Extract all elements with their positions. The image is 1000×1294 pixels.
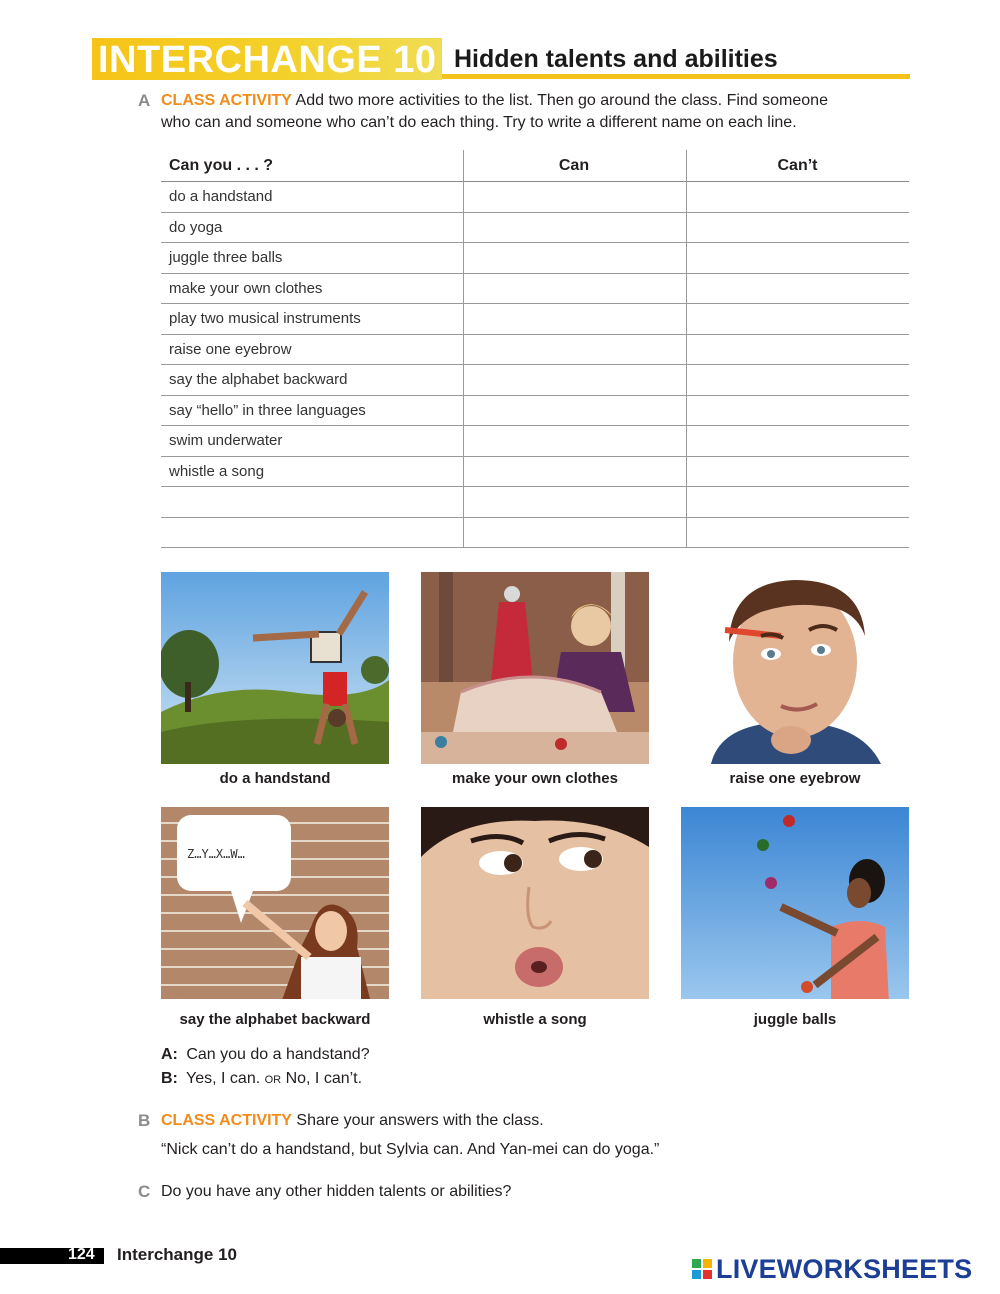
table-row <box>161 213 909 244</box>
can-answer-cell[interactable] <box>463 487 685 517</box>
table-divider-2 <box>686 150 687 548</box>
sewing-photo <box>421 572 649 764</box>
can-answer-cell[interactable] <box>463 426 685 456</box>
cant-answer-cell[interactable] <box>686 182 909 212</box>
caption-juggle: juggle balls <box>753 1011 837 1028</box>
activity-cell: make your own clothes <box>169 279 323 297</box>
dialogue-b-text-2: No, I can’t. <box>285 1070 363 1087</box>
activity-cell: juggle three balls <box>169 249 283 266</box>
section-b-letter: B <box>138 1111 151 1130</box>
cant-answer-cell[interactable] <box>686 365 909 395</box>
can-answer-cell[interactable] <box>463 518 685 548</box>
section-b-quote: “Nick can’t do a handstand, but Sylvia can. And Yan-mei can do yoga.” <box>161 1141 660 1158</box>
activity-cell: raise one eyebrow <box>169 340 292 358</box>
activity-cell: say “hello” in three languages <box>169 401 366 419</box>
cant-answer-cell[interactable] <box>686 243 909 273</box>
can-answer-cell[interactable] <box>463 213 685 243</box>
caption-handstand: do a handstand <box>219 770 331 787</box>
can-answer-cell[interactable] <box>463 365 685 395</box>
section-a-line2: who can and someone who can’t do each thing. Try to write a different name on each line. <box>161 114 797 131</box>
logo-text: LIVEWORKSHEETS <box>716 1254 973 1284</box>
page-number: 124 <box>68 1246 95 1263</box>
whistle-photo <box>421 807 649 999</box>
caption-alphabet: say the alphabet backward <box>179 1011 371 1028</box>
section-a-letter: A <box>138 91 151 110</box>
cant-answer-cell[interactable] <box>686 457 909 487</box>
activity-cell: do a handstand <box>169 188 273 205</box>
can-answer-cell[interactable] <box>463 335 685 365</box>
activity-table <box>161 150 909 548</box>
can-answer-cell[interactable] <box>463 457 685 487</box>
section-b-instructions <box>161 1110 921 1132</box>
dialogue-line-b <box>161 1067 362 1092</box>
can-answer-cell[interactable] <box>463 304 685 334</box>
can-answer-cell[interactable] <box>463 274 685 304</box>
table-row <box>161 304 909 335</box>
activity-cell[interactable] <box>169 518 459 548</box>
table-row <box>161 396 909 427</box>
eyebrow-photo <box>681 572 909 764</box>
activity-cell: play two musical instruments <box>169 310 361 327</box>
dialogue-b-label: B: <box>161 1070 178 1087</box>
dialogue-line-a <box>161 1043 370 1067</box>
activity-cell: do yoga <box>169 218 223 236</box>
liveworksheets-logo[interactable] <box>692 1254 992 1284</box>
dialogue-b-or: OR <box>264 1074 282 1086</box>
table-row <box>161 365 909 396</box>
table-divider-1 <box>463 150 464 548</box>
table-row <box>161 335 909 366</box>
header-can-you: Can you . . . ? <box>169 157 274 174</box>
section-b-activity: CLASS ACTIVITY <box>161 1112 292 1129</box>
cant-answer-cell[interactable] <box>686 396 909 426</box>
handstand-photo <box>161 572 389 764</box>
caption-eyebrow: raise one eyebrow <box>729 770 861 787</box>
cant-answer-cell[interactable] <box>686 304 909 334</box>
section-c-letter: C <box>138 1182 151 1201</box>
section-b-text: Share your answers with the class. <box>296 1112 544 1129</box>
can-answer-cell[interactable] <box>463 182 685 212</box>
caption-whistle: whistle a song <box>483 1011 587 1028</box>
table-row <box>161 457 909 488</box>
table-header-row <box>161 150 909 182</box>
activity-cell: swim underwater <box>169 432 283 449</box>
table-row <box>161 426 909 457</box>
header-can: Can <box>558 157 590 174</box>
cant-answer-cell[interactable] <box>686 518 909 548</box>
dialogue-a-label: A: <box>161 1046 178 1063</box>
section-a-activity: CLASS ACTIVITY <box>161 92 292 109</box>
table-row <box>161 243 909 274</box>
logo-grid-icon <box>692 1259 712 1279</box>
table-row <box>161 182 909 213</box>
cant-answer-cell[interactable] <box>686 426 909 456</box>
section-a-line1: Add two more activities to the list. Then go around the class. Find someone <box>295 92 828 109</box>
can-answer-cell[interactable] <box>463 396 685 426</box>
can-answer-cell[interactable] <box>463 243 685 273</box>
table-row <box>161 518 909 549</box>
page-header <box>92 38 910 82</box>
dialogue-a-text: Can you do a handstand? <box>186 1046 370 1063</box>
cant-answer-cell[interactable] <box>686 335 909 365</box>
section-c-text: Do you have any other hidden talents or abilities? <box>161 1183 512 1200</box>
cant-answer-cell[interactable] <box>686 487 909 517</box>
dialogue-b-text-1: Yes, I can. <box>186 1070 261 1087</box>
caption-sewing: make your own clothes <box>452 770 618 787</box>
juggle-photo <box>681 807 909 999</box>
section-a-instructions <box>161 90 921 134</box>
page-subtitle: Hidden talents and abilities <box>454 45 778 73</box>
table-row <box>161 274 909 305</box>
footer-label: Interchange 10 <box>117 1245 237 1264</box>
header-cant: Can’t <box>777 157 818 174</box>
alphabet-photo <box>161 807 389 999</box>
cant-answer-cell[interactable] <box>686 274 909 304</box>
activity-cell: say the alphabet backward <box>169 371 348 388</box>
speech-bubble-text: Z…Y…X…W… <box>187 847 245 861</box>
activity-cell: whistle a song <box>169 462 265 480</box>
page-title: INTERCHANGE 10 <box>98 39 437 81</box>
table-row <box>161 487 909 518</box>
cant-answer-cell[interactable] <box>686 213 909 243</box>
activity-cell[interactable] <box>169 487 459 517</box>
